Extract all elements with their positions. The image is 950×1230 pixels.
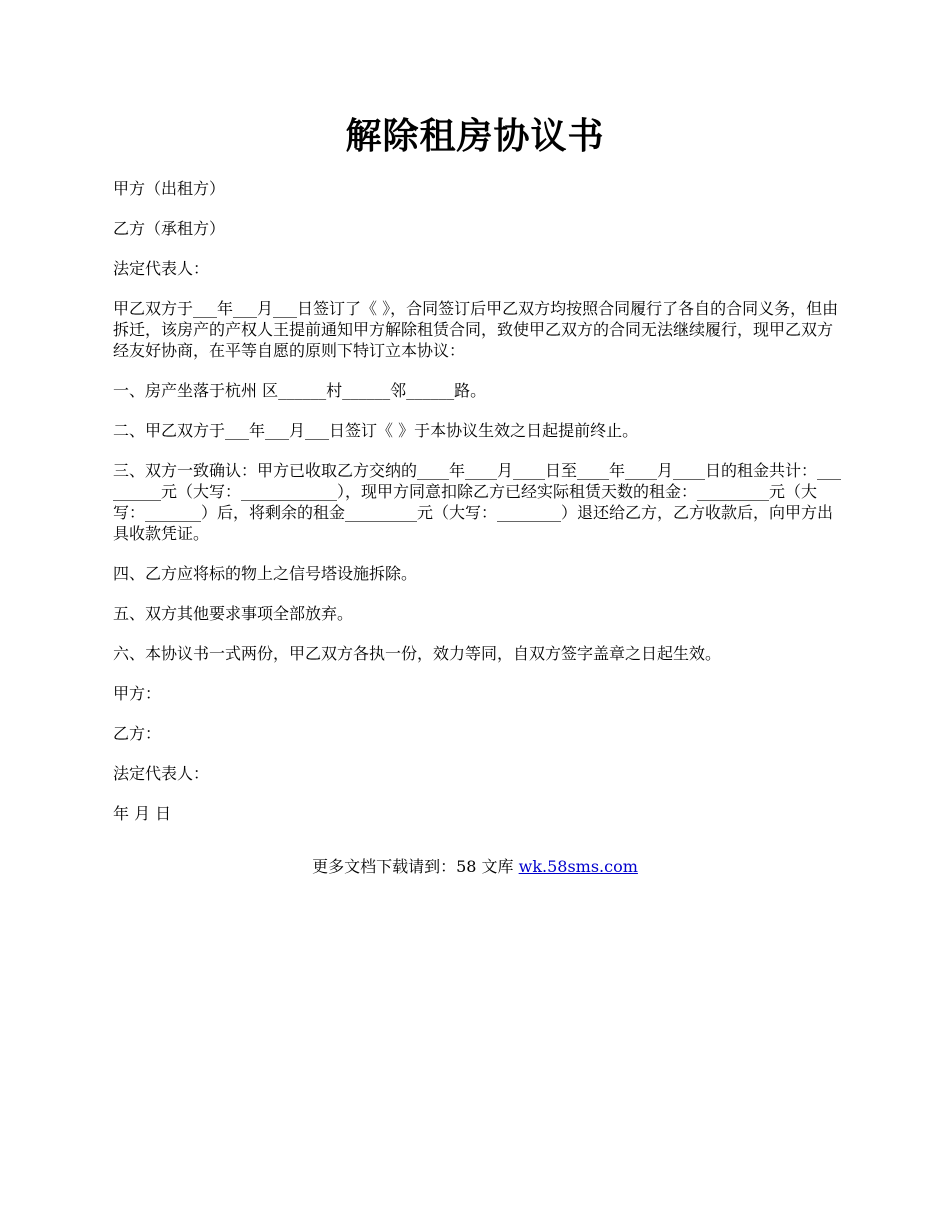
clause-5: 五、双方其他要求事项全部放弃。 xyxy=(113,604,354,623)
party-b-line: 乙方（承租方） xyxy=(113,219,226,238)
clause-3: 三、双方一致确认：甲方已收取乙方交纳的____年____月____日至____年____月____日的租金共计：_________元（大写：____________），现甲方同意扣除乙方已经实际租赁天数的租金：_________元（大写：_______）后，将剩余的租金_________元（大写：________）退还给乙方，乙方收款后，向甲方出具收款凭证。 xyxy=(113,461,842,543)
clause-6: 六、本协议书一式两份，甲乙双方各执一份，效力等同，自双方签字盖章之日起生效。 xyxy=(113,644,722,663)
document-title: 解除租房协议书 xyxy=(345,115,605,157)
party-a-line: 甲方（出租方） xyxy=(113,179,226,198)
signature-party-b: 乙方： xyxy=(113,724,162,743)
legal-rep-line: 法定代表人： xyxy=(113,259,210,278)
document-body xyxy=(113,178,841,843)
clause-4: 四、乙方应将标的物上之信号塔设施拆除。 xyxy=(113,564,418,583)
clause-2: 二、甲乙双方于___年___月___日签订《 》于本协议生效之日起提前终止。 xyxy=(113,421,639,440)
footer-link[interactable]: wk.58sms.com xyxy=(518,857,638,876)
footer-text: 更多文档下载请到：58 文库 xyxy=(312,857,519,876)
footer xyxy=(0,856,950,877)
signature-party-a: 甲方： xyxy=(113,684,162,703)
clause-1: 一、房产坐落于杭州 区______村______邻______路。 xyxy=(113,381,487,400)
signature-legal-rep: 法定代表人： xyxy=(113,764,210,783)
date-line: 年 月 日 xyxy=(113,804,172,823)
intro-paragraph: 甲乙双方于___年___月___日签订了《 》，合同签订后甲乙双方均按照合同履行了各自的合同义务，但由拆迁，该房产的产权人王提前通知甲方解除租赁合同，致使甲乙双方的合同无法继续履行，现甲乙双方经友好协商，在平等自愿的原则下特订立本协议： xyxy=(113,299,839,360)
